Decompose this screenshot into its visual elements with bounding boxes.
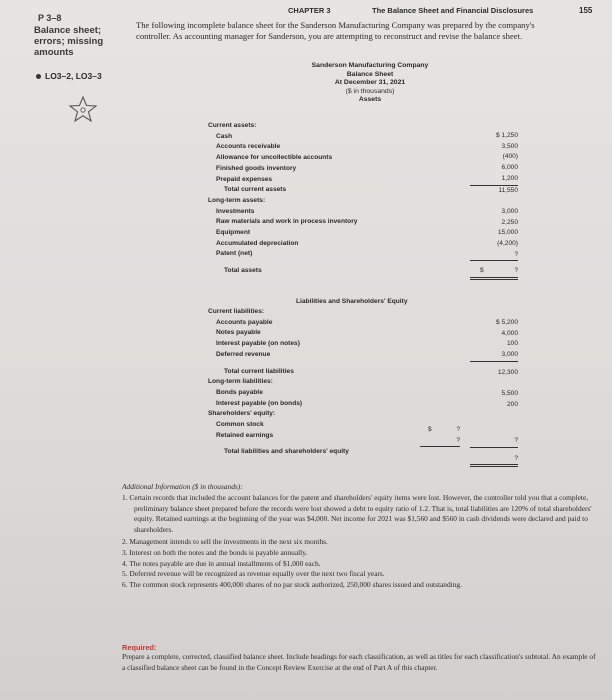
asset-row-label: Accounts receivable — [216, 143, 281, 151]
objectives-text: LO3–2, LO3–3 — [45, 71, 102, 81]
intro-line: The following incomplete balance sheet for the Sanderson Manufacturing Company was prepared by the company's — [136, 20, 535, 30]
equity-row-label: Retained earnings — [216, 431, 274, 439]
total-current-liabilities-value: 12,300 — [497, 368, 518, 376]
liability-row-value: 3,000 — [470, 350, 518, 362]
chapter-label: CHAPTER 3 — [288, 6, 331, 15]
subtotal-label: Total current assets — [224, 186, 287, 194]
assets-values — [470, 131, 518, 280]
liability-row-value: 4,000 — [501, 329, 518, 337]
current-liabilities-heading: Current liabilities: — [208, 308, 265, 315]
star-icon — [68, 96, 98, 122]
asset-row-label: Accumulated depreciation — [216, 239, 299, 247]
liability-row-value: $ 5,200 — [496, 319, 518, 326]
asset-row-label: Finished goods inventory — [216, 164, 297, 172]
statement-heading — [270, 62, 470, 105]
long-term-assets-heading: Long-term assets: — [208, 196, 266, 204]
liability-row-value: 100 — [506, 340, 518, 348]
equity-row-label: Common stock — [216, 421, 264, 429]
total-current-assets-value: 11,550 — [498, 186, 518, 194]
asset-row-value: (4,200) — [497, 240, 518, 248]
intro-paragraph — [136, 20, 535, 42]
liability-row-label: Accounts payable — [216, 318, 273, 326]
problem-title-line: amounts — [34, 47, 74, 58]
additional-info — [122, 482, 596, 591]
required-text: Prepare a complete, corrected, classified balance sheet. Include headings for each classification, as well as titles for each classification's subtotal. An example of a classified balance sheet can be found in the Concept Review Exercise at the end of Part A of this chapter. — [122, 652, 596, 672]
equity-total-value: ? — [470, 436, 518, 448]
total-le-label: Total liabilities and shareholders' equity — [224, 448, 349, 456]
assets-labels — [208, 121, 357, 277]
asset-row-value: 1,200 — [470, 174, 518, 186]
intro-line: controller. As accounting manager for Sanderson, you are attempting to reconstruct and revise the balance sheet. — [136, 31, 523, 41]
liabilities-values — [470, 318, 518, 411]
info-item: 3. Interest on both the notes and the bonds is payable annually. — [122, 547, 308, 557]
asset-row-label: Equipment — [216, 229, 251, 237]
asset-row-value: ? — [470, 250, 518, 262]
common-stock-value — [420, 425, 460, 436]
total-assets-label: Total assets — [224, 267, 262, 275]
asset-row-label: Cash — [216, 132, 233, 140]
common-stock-amount: ? — [456, 426, 460, 433]
retained-earnings-value: ? — [420, 436, 460, 448]
liability-row-value: 5,500 — [501, 390, 518, 398]
assets-heading: Assets — [358, 96, 382, 104]
asset-row-label: Prepaid expenses — [216, 175, 273, 183]
dollar-sign: $ — [428, 426, 432, 433]
page-number: 155 — [579, 6, 593, 15]
liability-row-value: 200 — [506, 400, 518, 408]
additional-heading: Additional Information ($ in thousands): — [122, 482, 243, 491]
dollar-sign: $ — [480, 267, 484, 275]
asset-row-value: 3,500 — [501, 142, 518, 150]
asset-row-value: 3,000 — [501, 207, 518, 215]
asset-row-value: $ 1,250 — [496, 132, 518, 139]
required-label: Required: — [122, 643, 157, 652]
asset-row-value: 2,250 — [501, 218, 518, 226]
liability-row-label: Interest payable (on bonds) — [216, 399, 303, 407]
liabilities-labels — [208, 307, 349, 458]
asset-row-value: (400) — [502, 153, 518, 161]
chapter-title: The Balance Sheet and Financial Disclosures — [372, 6, 534, 15]
total-le-value: ? — [470, 454, 518, 468]
problem-number: P 3–8 — [38, 13, 62, 23]
liability-row-label: Notes payable — [216, 329, 261, 337]
current-assets-heading: Current assets: — [208, 122, 257, 129]
required-section — [122, 643, 596, 673]
bullet-icon — [36, 74, 41, 79]
total-assets-value — [470, 266, 518, 280]
long-term-liabilities-heading: Long-term liabilities: — [208, 378, 273, 386]
info-item: 1. Certain records that included the account balances for the patent and shareholders' equity items were lost. However, the controller told you that a complete, preliminary balance sheet prepared before the records were lost showed a debt to equity ratio of 1.2. That is, total liabilities are 120% of total shareholders' equity. Retained earnings at the beginning of the year was $4,000. Net income for 2021 was $1,560 and $560 in cash dividends were declared and paid to shareholders. — [122, 492, 592, 535]
statement-units: ($ in thousands) — [345, 87, 395, 95]
subtotal-label: Total current liabilities — [224, 367, 294, 375]
liability-row-label: Interest payable (on notes) — [216, 340, 300, 348]
liability-row-label: Bonds payable — [216, 388, 263, 396]
total-assets-amount: ? — [514, 267, 518, 275]
asset-row-label: Investments — [216, 207, 255, 215]
problem-title — [34, 25, 103, 58]
learning-objectives — [36, 71, 102, 81]
asset-row-label: Raw materials and work in process inventory — [216, 218, 358, 226]
info-item: 2. Management intends to sell the investments in the next six months. — [122, 536, 328, 546]
info-item: 6. The common stock represents 400,000 shares of no par stock authorized, 250,000 shares issued and outstanding. — [122, 580, 462, 590]
liabilities-equity-heading: Liabilities and Shareholders' Equity — [296, 298, 408, 305]
asset-row-value: 15,000 — [497, 229, 518, 237]
equity-inner-values — [420, 425, 460, 447]
problem-title-line: errors; missing — [34, 36, 104, 47]
liability-row-label: Deferred revenue — [216, 350, 271, 358]
equity-total-values — [470, 436, 518, 467]
asset-row-label: Allowance for uncollectible accounts — [216, 154, 333, 162]
info-item: 5. Deferred revenue will be recognized as revenue equally over the next two fiscal years. — [122, 569, 385, 579]
statement-date: At December 31, 2021 — [334, 79, 406, 87]
company-name: Sanderson Manufacturing Company — [311, 62, 429, 69]
info-item: 4. The notes payable are due in annual installments of $1,000 each. — [122, 558, 321, 568]
statement-name: Balance Sheet — [346, 70, 394, 78]
problem-title-line: Balance sheet; — [34, 25, 102, 36]
asset-row-label: Patent (net) — [216, 250, 253, 258]
asset-row-value: 6,000 — [501, 164, 518, 172]
equity-heading: Shareholders' equity: — [208, 410, 276, 418]
